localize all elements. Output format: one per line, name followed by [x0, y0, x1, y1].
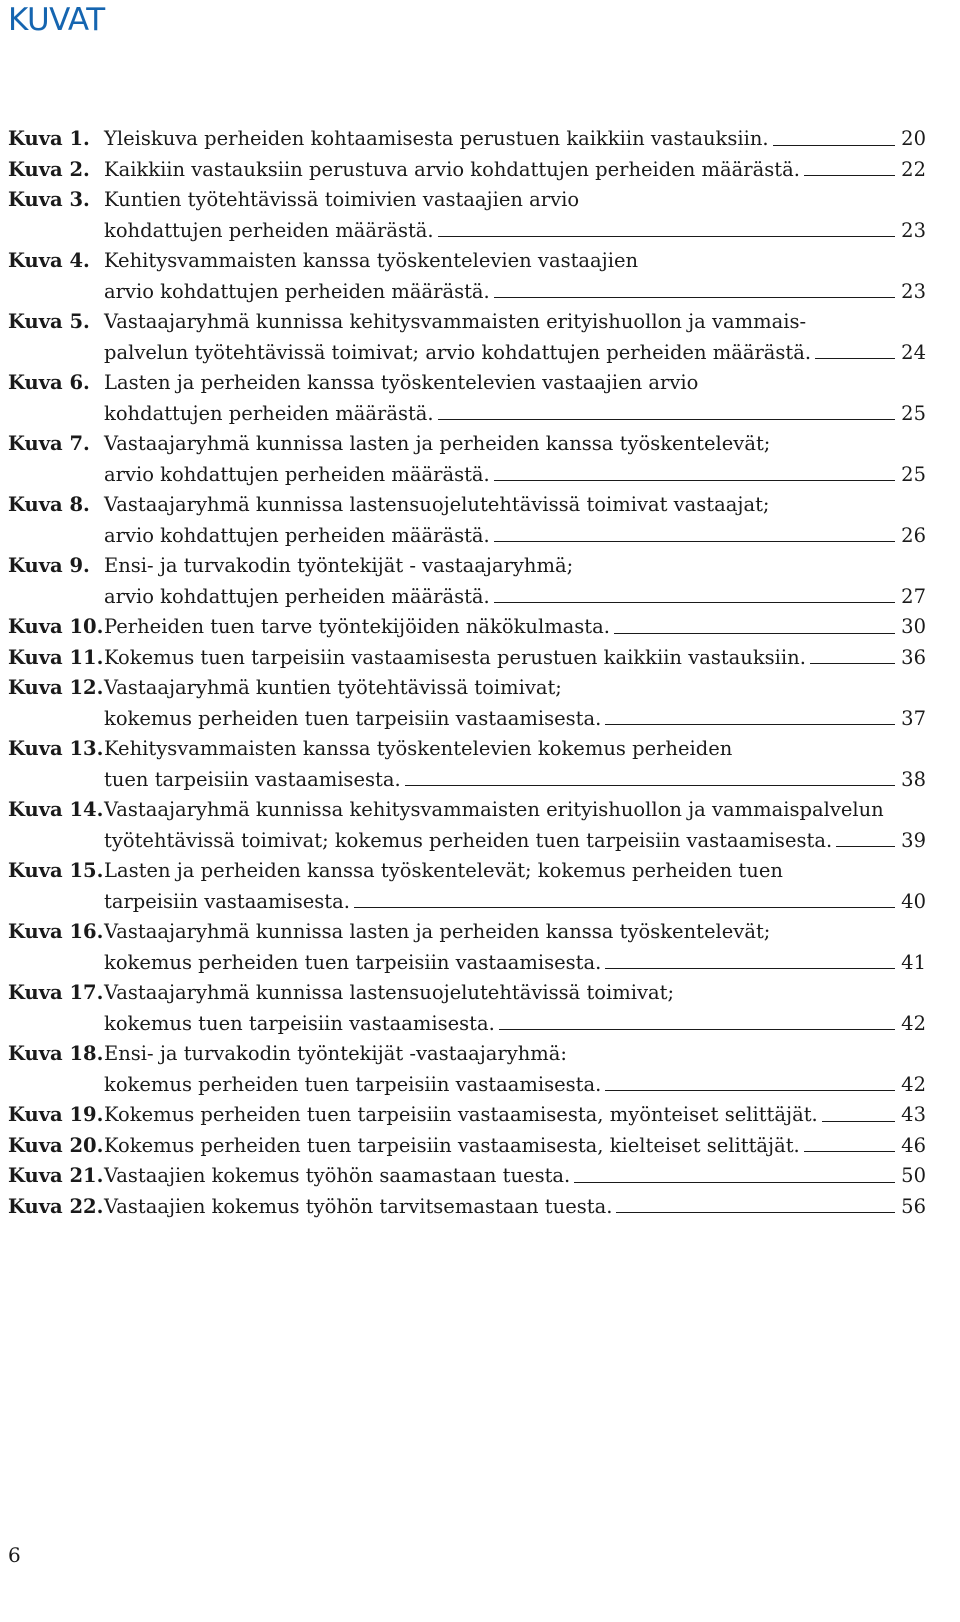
figure-label: Kuva 15.	[8, 859, 104, 882]
leader-line	[773, 145, 896, 146]
figure-title-last-line	[104, 155, 926, 186]
figure-entry[interactable]	[8, 490, 926, 551]
figure-label: Kuva 12.	[8, 676, 104, 699]
figure-label: Kuva 3.	[8, 188, 90, 211]
figure-title	[104, 795, 926, 856]
leader-line	[494, 297, 895, 298]
figure-page-number: 43	[901, 1103, 926, 1126]
figure-title-last-line	[104, 643, 926, 674]
figure-title-line: Vastaajaryhmä kunnissa lastensuojelutehtävissä toimivat;	[104, 981, 675, 1004]
leader-line	[804, 175, 895, 176]
figure-list	[8, 124, 926, 1222]
leader-line	[614, 633, 895, 634]
figure-title	[104, 1039, 926, 1100]
figure-title	[104, 643, 926, 674]
figure-title-last-line	[104, 277, 926, 308]
figure-title-line: kohdattujen perheiden määrästä.	[104, 401, 434, 425]
figure-title-line: Vastaajien kokemus työhön tarvitsemastaan tuesta.	[104, 1194, 613, 1218]
figure-title	[104, 155, 926, 186]
figure-title-last-line	[104, 765, 926, 796]
figure-title-line: tuen tarpeisiin vastaamisesta.	[104, 767, 401, 791]
figure-title-last-line	[104, 582, 926, 613]
figure-title	[104, 1161, 926, 1192]
figure-title-line: Kuntien työtehtävissä toimivien vastaajien arvio	[104, 188, 580, 211]
figure-label: Kuva 20.	[8, 1133, 104, 1157]
figure-title-line: työtehtävissä toimivat; kokemus perheiden tuen tarpeisiin vastaamisesta.	[104, 828, 833, 852]
figure-page-number: 30	[901, 615, 926, 638]
figure-label: Kuva 17.	[8, 981, 104, 1004]
figure-title-line: Kaikkiin vastauksiin perustuva arvio kohdattujen perheiden määrästä.	[104, 157, 800, 181]
figure-title-last-line	[104, 216, 926, 247]
figure-label: Kuva 16.	[8, 920, 104, 943]
leader-line	[605, 968, 895, 969]
figure-entry[interactable]	[8, 1100, 926, 1131]
figure-entry[interactable]	[8, 246, 926, 307]
figure-entry[interactable]	[8, 1039, 926, 1100]
figure-page-number: 23	[901, 218, 926, 242]
figure-entry[interactable]	[8, 1131, 926, 1162]
figure-title	[104, 1100, 926, 1131]
leader-line	[574, 1182, 895, 1183]
figure-title-line: Lasten ja perheiden kanssa työskentelevät; kokemus perheiden tuen	[104, 859, 783, 882]
figure-title	[104, 1192, 926, 1223]
figure-label: Kuva 21.	[8, 1164, 104, 1187]
figure-label: Kuva 5.	[8, 310, 90, 333]
leader-line	[616, 1212, 895, 1213]
figure-page-number: 39	[901, 828, 926, 852]
figure-title	[104, 612, 926, 643]
figure-title-last-line	[104, 1192, 926, 1223]
figure-label: Kuva 4.	[8, 249, 90, 272]
figure-title-line: arvio kohdattujen perheiden määrästä.	[104, 523, 490, 547]
figure-entry[interactable]	[8, 917, 926, 978]
leader-line	[494, 541, 895, 542]
figure-title-line: Vastaajaryhmä kuntien työtehtävissä toimivat;	[104, 676, 562, 699]
figure-title-line: tarpeisiin vastaamisesta.	[104, 889, 350, 913]
figure-title	[104, 185, 926, 246]
figure-title	[104, 551, 926, 612]
figure-title-line: Perheiden tuen tarve työntekijöiden näkökulmasta.	[104, 615, 610, 638]
figure-title-line: Vastaajien kokemus työhön saamastaan tuesta.	[104, 1164, 571, 1187]
figure-entry[interactable]	[8, 155, 926, 186]
figure-page-number: 27	[901, 584, 926, 608]
page-heading: KUVAT	[8, 2, 105, 38]
leader-line	[494, 602, 895, 603]
figure-title-line: Vastaajaryhmä kunnissa lasten ja perheiden kanssa työskentelevät;	[104, 920, 771, 943]
figure-page-number: 41	[901, 950, 926, 974]
figure-entry[interactable]	[8, 734, 926, 795]
figure-entry[interactable]	[8, 643, 926, 674]
figure-title-line: arvio kohdattujen perheiden määrästä.	[104, 279, 490, 303]
figure-page-number: 25	[901, 401, 926, 425]
leader-line	[815, 358, 895, 359]
figure-entry[interactable]	[8, 856, 926, 917]
leader-line	[605, 724, 895, 725]
figure-entry[interactable]	[8, 185, 926, 246]
page-number: 6	[8, 1543, 21, 1567]
leader-line	[354, 907, 895, 908]
figure-label: Kuva 18.	[8, 1042, 104, 1065]
figure-title-line: Ensi- ja turvakodin työntekijät -vastaajaryhmä:	[104, 1042, 567, 1065]
figure-title-last-line	[104, 1009, 926, 1040]
figure-entry[interactable]	[8, 429, 926, 490]
figure-title	[104, 490, 926, 551]
figure-title	[104, 1131, 926, 1162]
figure-title-last-line	[104, 124, 926, 155]
figure-title-line: Ensi- ja turvakodin työntekijät - vastaajaryhmä;	[104, 554, 574, 577]
figure-entry[interactable]	[8, 978, 926, 1039]
figure-page-number: 22	[901, 157, 926, 181]
figure-entry[interactable]	[8, 673, 926, 734]
figure-label: Kuva 6.	[8, 371, 90, 394]
figure-title	[104, 734, 926, 795]
figure-title-line: Vastaajaryhmä kunnissa lastensuojelutehtävissä toimivat vastaajat;	[104, 493, 770, 516]
leader-line	[405, 785, 896, 786]
figure-title-line: kokemus perheiden tuen tarpeisiin vastaamisesta.	[104, 950, 602, 974]
figure-title	[104, 856, 926, 917]
leader-line	[438, 419, 896, 420]
figure-title-line: Vastaajaryhmä kunnissa kehitysvammaisten erityishuollon ja vammaispalvelun	[104, 798, 884, 821]
figure-page-number: 56	[901, 1194, 926, 1218]
figure-page-number: 24	[901, 340, 926, 364]
figure-page-number: 36	[901, 645, 926, 669]
figure-title	[104, 368, 926, 429]
figure-label: Kuva 7.	[8, 432, 90, 455]
figure-title-last-line	[104, 948, 926, 979]
figure-page-number: 20	[901, 127, 926, 150]
figure-page-number: 37	[901, 706, 926, 730]
leader-line	[836, 846, 895, 847]
figure-label: Kuva 13.	[8, 737, 104, 760]
figure-page-number: 23	[901, 279, 926, 303]
figure-title-line: Vastaajaryhmä kunnissa kehitysvammaisten erityishuollon ja vammais-	[104, 310, 807, 333]
figure-title-last-line	[104, 887, 926, 918]
leader-line	[810, 663, 895, 664]
leader-line	[605, 1090, 895, 1091]
figure-label: Kuva 10.	[8, 615, 104, 638]
figure-title-last-line	[104, 704, 926, 735]
figure-title-line: kohdattujen perheiden määrästä.	[104, 218, 434, 242]
figure-title	[104, 673, 926, 734]
figure-title	[104, 246, 926, 307]
figure-title-line: Kokemus perheiden tuen tarpeisiin vastaamisesta, kielteiset selittäjät.	[104, 1133, 800, 1157]
figure-title	[104, 429, 926, 490]
figure-title-last-line	[104, 826, 926, 857]
figure-title-line: Kokemus perheiden tuen tarpeisiin vastaamisesta, myönteiset selittäjät.	[104, 1103, 818, 1126]
figure-entry[interactable]	[8, 124, 926, 155]
figure-title-last-line	[104, 399, 926, 430]
figure-title-line: Yleiskuva perheiden kohtaamisesta perustuen kaikkiin vastauksiin.	[104, 127, 769, 150]
figure-entry[interactable]	[8, 368, 926, 429]
figure-entry[interactable]	[8, 612, 926, 643]
figure-title-line: kokemus perheiden tuen tarpeisiin vastaamisesta.	[104, 706, 602, 730]
figure-title-line: kokemus perheiden tuen tarpeisiin vastaamisesta.	[104, 1072, 602, 1096]
figure-title	[104, 917, 926, 978]
figure-page-number: 25	[901, 462, 926, 486]
figure-title-line: palvelun työtehtävissä toimivat; arvio kohdattujen perheiden määrästä.	[104, 340, 812, 364]
figure-label: Kuva 2.	[8, 157, 90, 181]
leader-line	[822, 1121, 895, 1122]
figure-page-number: 40	[901, 889, 926, 913]
leader-line	[438, 236, 896, 237]
figure-title-line: arvio kohdattujen perheiden määrästä.	[104, 462, 490, 486]
figure-entry[interactable]	[8, 795, 926, 856]
figure-title-last-line	[104, 521, 926, 552]
figure-label: Kuva 9.	[8, 554, 90, 577]
figure-page-number: 42	[901, 1011, 926, 1035]
figure-title-last-line	[104, 1131, 926, 1162]
figure-entry[interactable]	[8, 1161, 926, 1192]
figure-title-line: Lasten ja perheiden kanssa työskentelevien vastaajien arvio	[104, 371, 699, 394]
leader-line	[804, 1151, 895, 1152]
figure-title-last-line	[104, 1161, 926, 1192]
figure-label: Kuva 19.	[8, 1103, 104, 1126]
figure-label: Kuva 22.	[8, 1194, 104, 1218]
figure-entry[interactable]	[8, 551, 926, 612]
figure-title-last-line	[104, 612, 926, 643]
leader-line	[494, 480, 895, 481]
figure-page-number: 50	[901, 1164, 926, 1187]
figure-title-last-line	[104, 1070, 926, 1101]
figure-title-line: Kehitysvammaisten kanssa työskentelevien kokemus perheiden	[104, 737, 733, 760]
figure-page-number: 46	[901, 1133, 926, 1157]
figure-label: Kuva 11.	[8, 645, 104, 669]
figure-label: Kuva 14.	[8, 798, 104, 821]
figure-title	[104, 307, 926, 368]
figure-entry[interactable]	[8, 307, 926, 368]
figure-title-line: Kehitysvammaisten kanssa työskentelevien vastaajien	[104, 249, 639, 272]
figure-page-number: 38	[901, 767, 926, 791]
figure-title-line: kokemus tuen tarpeisiin vastaamisesta.	[104, 1011, 495, 1035]
figure-title-line: arvio kohdattujen perheiden määrästä.	[104, 584, 490, 608]
figure-title-last-line	[104, 338, 926, 369]
figure-page-number: 26	[901, 523, 926, 547]
figure-label: Kuva 8.	[8, 493, 90, 516]
figure-title-line: Vastaajaryhmä kunnissa lasten ja perheiden kanssa työskentelevät;	[104, 432, 771, 455]
leader-line	[499, 1029, 895, 1030]
figure-label: Kuva 1.	[8, 127, 90, 150]
figure-title	[104, 978, 926, 1039]
figure-title-line: Kokemus tuen tarpeisiin vastaamisesta perustuen kaikkiin vastauksiin.	[104, 645, 806, 669]
figure-title	[104, 124, 926, 155]
figure-entry[interactable]	[8, 1192, 926, 1223]
figure-title-last-line	[104, 460, 926, 491]
figure-page-number: 42	[901, 1072, 926, 1096]
figure-title-last-line	[104, 1100, 926, 1131]
